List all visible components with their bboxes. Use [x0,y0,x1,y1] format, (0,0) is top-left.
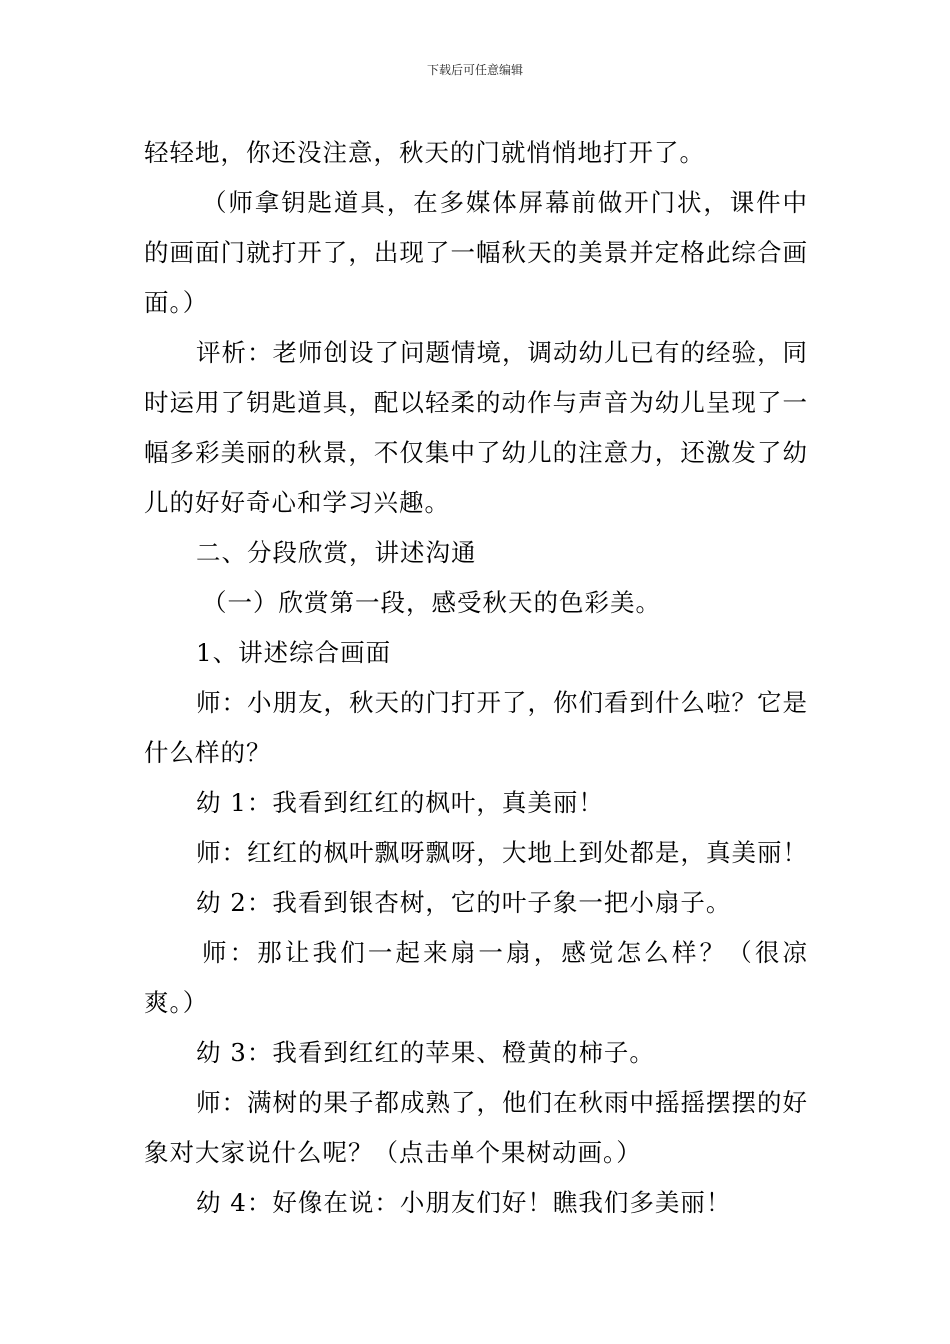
dialogue-line: 幼 3：我看到红红的苹果、橙黄的柿子。 [196,1038,655,1067]
dialogue-line: 幼 1：我看到红红的枫叶，真美丽！ [196,788,604,817]
dialogue-line: 师：那让我们一起来扇一扇，感觉怎么样？（很凉爽。） [144,938,808,1017]
paragraph-1: 轻轻地，你还没注意，秋天的门就悄悄地打开了。 [144,138,705,167]
paragraph-2: （师拿钥匙道具，在多媒体屏幕前做开门状，课件中的画面门就打开了，出现了一幅秋天的美景并定格此综合画面。） [144,188,808,317]
document-body [144,128,808,1228]
dialogue-line: 师：红红的枫叶飘呀飘呀，大地上到处都是，真美丽！ [196,838,808,867]
page-header: 下载后可任意编辑 [426,63,523,77]
section-heading: 二、分段欣赏，讲述沟通 [196,538,477,567]
dialogue-line: 幼 4：好像在说：小朋友们好！瞧我们多美丽！ [196,1188,732,1217]
dialogue-line: 师：小朋友，秋天的门打开了，你们看到什么啦？它是什么样的？ [144,688,808,767]
step-heading: 1、讲述综合画面 [196,638,392,667]
dialogue-line: 幼 2：我看到银杏树，它的叶子象一把小扇子。 [196,888,732,917]
dialogue-line: 师：满树的果子都成熟了，他们在秋雨中摇摇摆摆的好象对大家说什么呢？（点击单个果树动画。） [144,1088,808,1167]
subsection-heading: （一）欣赏第一段，感受秋天的色彩美。 [202,588,661,617]
paragraph-3: 评析：老师创设了问题情境，调动幼儿已有的经验，同时运用了钥匙道具，配以轻柔的动作与声音为幼儿呈现了一幅多彩美丽的秋景，不仅集中了幼儿的注意力，还激发了幼儿的好好奇心和学习兴趣。 [144,338,808,517]
